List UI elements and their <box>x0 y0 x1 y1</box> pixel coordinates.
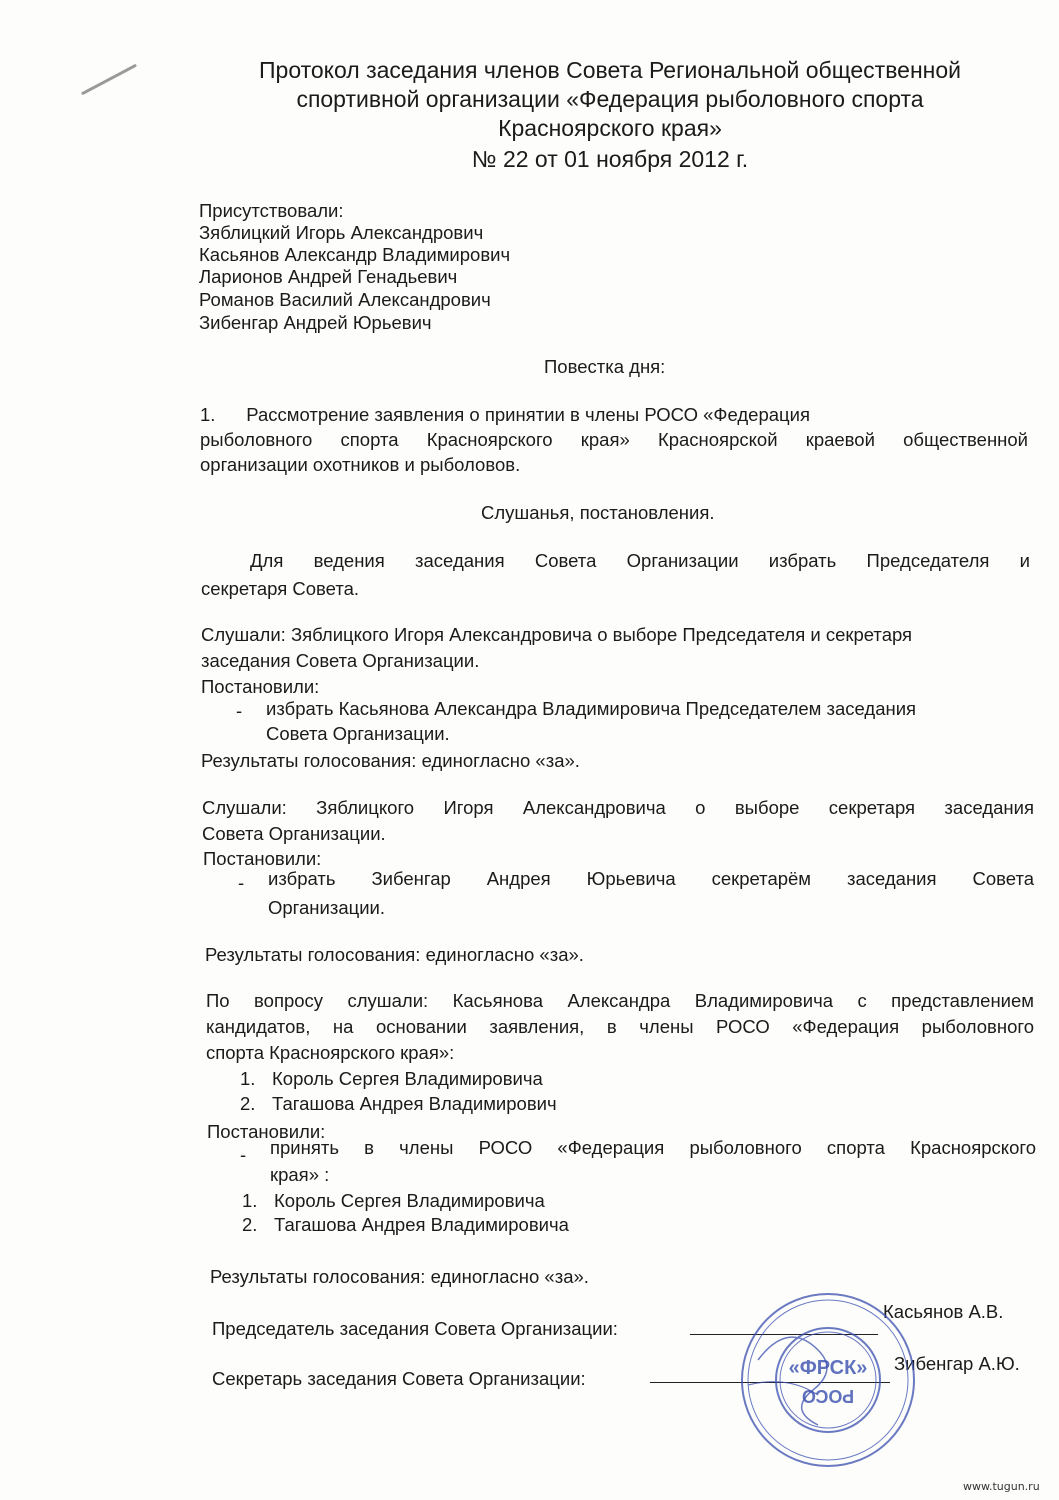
title-line-1: Протокол заседания членов Совета Региональной общественной <box>259 57 961 83</box>
candidate-name: Тагашова Андрея Владимирович <box>272 1093 557 1114</box>
chair-name: Касьянов А.В. <box>883 1301 1004 1322</box>
resolution-2: избрать Зибенгар Андрея Юрьевича секретарём заседания Совета <box>268 868 1034 889</box>
candidate-number: 2. <box>240 1093 256 1114</box>
dash-bullet: - <box>240 1144 247 1165</box>
resolution-3: принять в члены РОСО «Федерация рыболовного спорта Красноярского <box>270 1137 1036 1158</box>
hearings-intro: Для ведения заседания Совета Организации избрать Председателя и <box>250 550 1030 571</box>
secretary-label: Секретарь заседания Совета Организации: <box>212 1368 586 1389</box>
agenda-item-1: 1. Рассмотрение заявления о принятии в члены РОСО «Федерация <box>200 404 810 425</box>
title-line-3: Красноярского края» <box>498 115 722 141</box>
vote-result: Результаты голосования: единогласно «за». <box>210 1266 589 1287</box>
resolution-2-cont: Организации. <box>268 897 386 918</box>
resolution-1-cont: Совета Организации. <box>266 723 450 744</box>
organization-stamp <box>738 1290 918 1470</box>
attendee-name: Зибенгар Андрей Юрьевич <box>199 312 432 333</box>
secretary-name: Зибенгар А.Ю. <box>894 1353 1020 1374</box>
hearings-intro-cont: секретаря Совета. <box>201 578 360 599</box>
hearing-3: По вопросу слушали: Касьянова Александра Владимировича с представлением <box>206 990 1034 1011</box>
vote-result: Результаты голосования: единогласно «за». <box>201 750 580 771</box>
accepted-number: 1. <box>242 1190 258 1211</box>
dash-bullet: - <box>236 700 243 721</box>
chair-label: Председатель заседания Совета Организации: <box>212 1318 618 1339</box>
hearing-1-cont: заседания Совета Организации. <box>201 650 480 671</box>
accepted-name: Король Сергея Владимировича <box>274 1190 545 1211</box>
attendee-name: Романов Василий Александрович <box>199 289 491 310</box>
agenda-heading: Повестка дня: <box>544 356 666 377</box>
stamp-center: РОСО <box>801 1386 855 1406</box>
agenda-item-1-cont: организации охотников и рыболовов. <box>200 454 521 475</box>
stamp-abbr: «ФРСК» <box>788 1357 868 1379</box>
candidate-number: 1. <box>240 1068 256 1089</box>
title-line-4: № 22 от 01 ноября 2012 г. <box>471 146 749 172</box>
attendee-name: Ларионов Андрей Генадьевич <box>199 266 458 287</box>
dash-bullet: - <box>238 872 245 893</box>
vote-result: Результаты голосования: единогласно «за». <box>205 944 584 965</box>
watermark: www.tugun.ru <box>963 1480 1040 1493</box>
resolved-label: Постановили: <box>207 1121 326 1142</box>
accepted-name: Тагашова Андрея Владимировича <box>274 1214 569 1235</box>
title-line-2: спортивной организации «Федерация рыболовного спорта <box>296 86 924 112</box>
hearings-heading: Слушанья, постановления. <box>481 502 715 523</box>
pen-mark <box>81 64 137 96</box>
attendee-name: Касьянов Александр Владимирович <box>199 244 511 265</box>
hearing-3-cont: кандидатов, на основании заявления, в члены РОСО «Федерация рыболовного <box>206 1016 1034 1037</box>
resolution-3-cont: края» : <box>270 1164 330 1185</box>
resolved-label: Постановили: <box>201 676 320 697</box>
agenda-item-1-cont: рыболовного спорта Красноярского края» Красноярской краевой общественной <box>200 429 1028 450</box>
attendees-label: Присутствовали: <box>199 200 344 221</box>
attendee-name: Зяблицкий Игорь Александрович <box>199 222 484 243</box>
hearing-2-cont: Совета Организации. <box>202 823 386 844</box>
candidate-name: Король Сергея Владимировича <box>272 1068 543 1089</box>
hearing-2: Слушали: Зяблицкого Игоря Александровича о выборе секретаря заседания <box>202 797 1034 818</box>
hearing-3-cont: спорта Красноярского края»: <box>206 1042 455 1063</box>
hearing-1: Слушали: Зяблицкого Игоря Александровича о выборе Председателя и секретаря <box>201 624 913 645</box>
accepted-number: 2. <box>242 1214 258 1235</box>
resolved-label: Постановили: <box>203 848 322 869</box>
resolution-1: избрать Касьянова Александра Владимировича Председателем заседания <box>266 698 917 719</box>
